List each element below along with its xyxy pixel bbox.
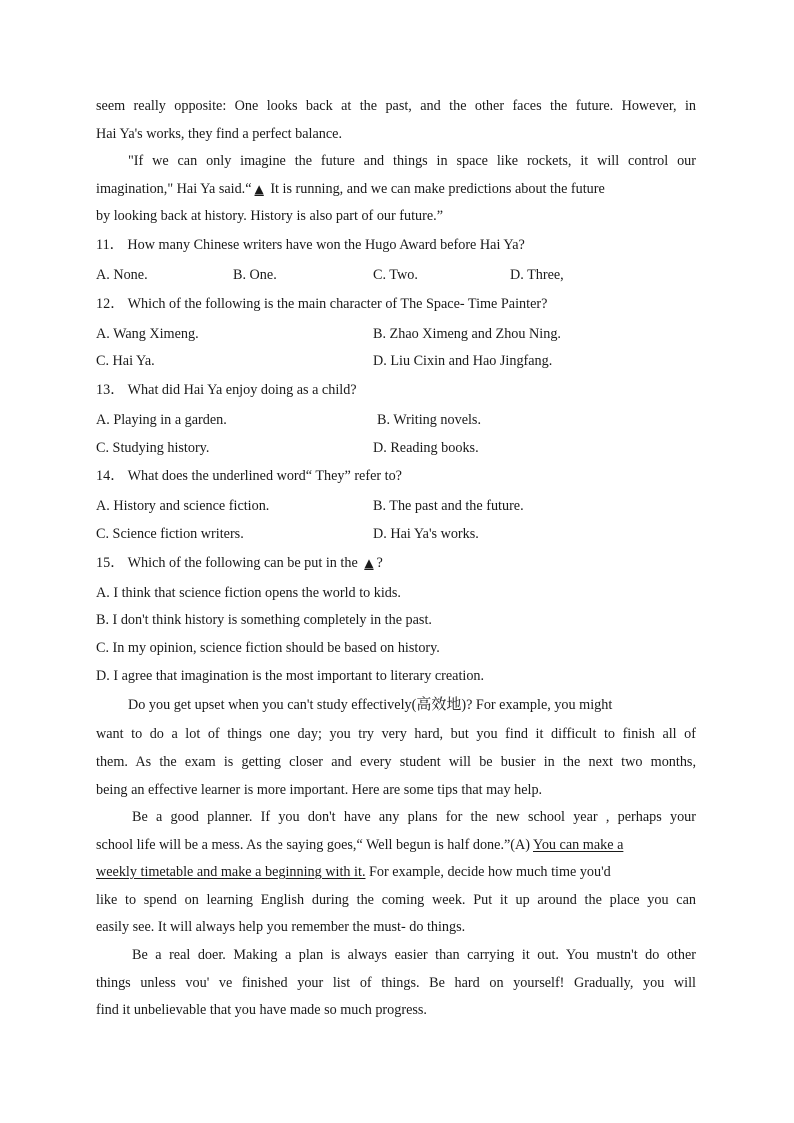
passage-b-p2-line-5: easily see. It will always help you remember the must- do things. <box>96 919 466 935</box>
question-13-stem: 13． What did Hai Ya enjoy doing as a child? <box>96 382 357 398</box>
question-11-stem: 11． How many Chinese writers have won the Hugo Award before Hai Ya? <box>96 237 525 253</box>
question-13-option-d: D. Reading books. <box>373 440 479 456</box>
passage-b-p3-line-2: things unless vou' ve finished your list of things. Be hard on yourself! Gradually, you will <box>96 975 696 991</box>
question-13-option-a: A. Playing in a garden. <box>96 412 227 428</box>
passage-b-p1-line-1-end: )? For example, you might <box>461 697 613 713</box>
passage-a-line-3: "If we can only imagine the future and things in space like rockets, it will control our <box>128 153 696 169</box>
question-15-stem-start: 15． Which of the following can be put in the <box>96 555 362 571</box>
question-15-stem <box>96 554 696 572</box>
question-11-option-d: D. Three, <box>510 267 564 283</box>
question-14-option-c: C. Science fiction writers. <box>96 526 244 542</box>
passage-a-line-4-end: It is running, and we can make predictions about the future <box>266 181 605 197</box>
passage-b-p1-line-3: them. As the exam is getting closer and every student will be busier in the next two months, <box>96 754 696 770</box>
question-12-option-b: B. Zhao Ximeng and Zhou Ning. <box>373 326 561 342</box>
passage-b-p2-line-2 <box>96 836 696 854</box>
chinese-gloss: 高效地 <box>416 695 462 713</box>
underlined-sentence-a-part-2: weekly timetable and make a beginning with it. <box>96 864 366 880</box>
passage-b-p2-line-1: Be a good planner. If you don't have any plans for the new school year , perhaps your <box>132 809 696 825</box>
question-14-option-b: B. The past and the future. <box>373 498 524 514</box>
question-12-option-a: A. Wang Ximeng. <box>96 326 199 342</box>
question-12-stem: 12． Which of the following is the main character of The Space- Time Painter? <box>96 296 548 312</box>
question-13-option-c: C. Studying history. <box>96 440 210 456</box>
question-12-option-d: D. Liu Cixin and Hao Jingfang. <box>373 353 553 369</box>
passage-b-p1-line-1 <box>128 695 696 713</box>
passage-b-p2-line-4: like to spend on learning English during the coming week. Put it up around the place you can <box>96 892 696 908</box>
passage-a-line-1: seem really opposite: One looks back at the past, and the other faces the future. However, in <box>96 98 696 114</box>
passage-a-line-2: Hai Ya's works, they find a perfect balance. <box>96 126 343 142</box>
question-13-option-b: B. Writing novels. <box>377 412 481 428</box>
passage-a-line-4 <box>96 180 696 198</box>
question-12-option-c: C. Hai Ya. <box>96 353 155 369</box>
question-14-option-a: A. History and science fiction. <box>96 498 270 514</box>
question-15-option-c: C. In my opinion, science fiction should be based on history. <box>96 640 440 656</box>
question-11-option-a: A. None. <box>96 267 148 283</box>
question-14-stem: 14． What does the underlined word“ They” refer to? <box>96 468 402 484</box>
question-14-option-d: D. Hai Ya's works. <box>373 526 479 542</box>
underlined-sentence-a-part-1: You can make a <box>533 837 624 853</box>
question-15-option-b: B. I don't think history is something completely in the past. <box>96 612 432 628</box>
passage-b-p1-line-1-start: Do you get upset when you can't study effectively( <box>128 697 417 713</box>
passage-a-line-5: by looking back at history. History is also part of our future.” <box>96 208 443 224</box>
passage-b-p1-line-4: being an effective learner is more important. Here are some tips that may help. <box>96 782 543 798</box>
passage-b-p1-line-2: want to do a lot of things one day; you try very hard, but you find it difficult to finish all of <box>96 726 696 742</box>
passage-a-line-4-start: imagination," Hai Ya said.“ <box>96 181 252 197</box>
passage-b-p2-line-2-start: school life will be a mess. As the saying goes,“ Well begun is half done.”(A) <box>96 837 533 853</box>
question-15-stem-end: ? <box>376 555 383 571</box>
question-15-blank-triangle: ▲ <box>364 556 374 570</box>
question-11-option-b: B. One. <box>233 267 277 283</box>
passage-b-p2-line-3 <box>96 863 696 881</box>
question-15-option-d: D. I agree that imagination is the most important to literary creation. <box>96 668 485 684</box>
passage-b-p2-line-3-end: For example, decide how much time you'd <box>365 864 611 880</box>
question-15-option-a: A. I think that science fiction opens the world to kids. <box>96 585 401 601</box>
passage-b-p3-line-1: Be a real doer. Making a plan is always easier than carrying it out. You mustn't do other <box>132 947 696 963</box>
answer-blank-triangle: ▲ <box>254 182 264 196</box>
passage-b-p3-line-3: find it unbelievable that you have made so much progress. <box>96 1002 427 1018</box>
question-11-option-c: C. Two. <box>373 267 418 283</box>
